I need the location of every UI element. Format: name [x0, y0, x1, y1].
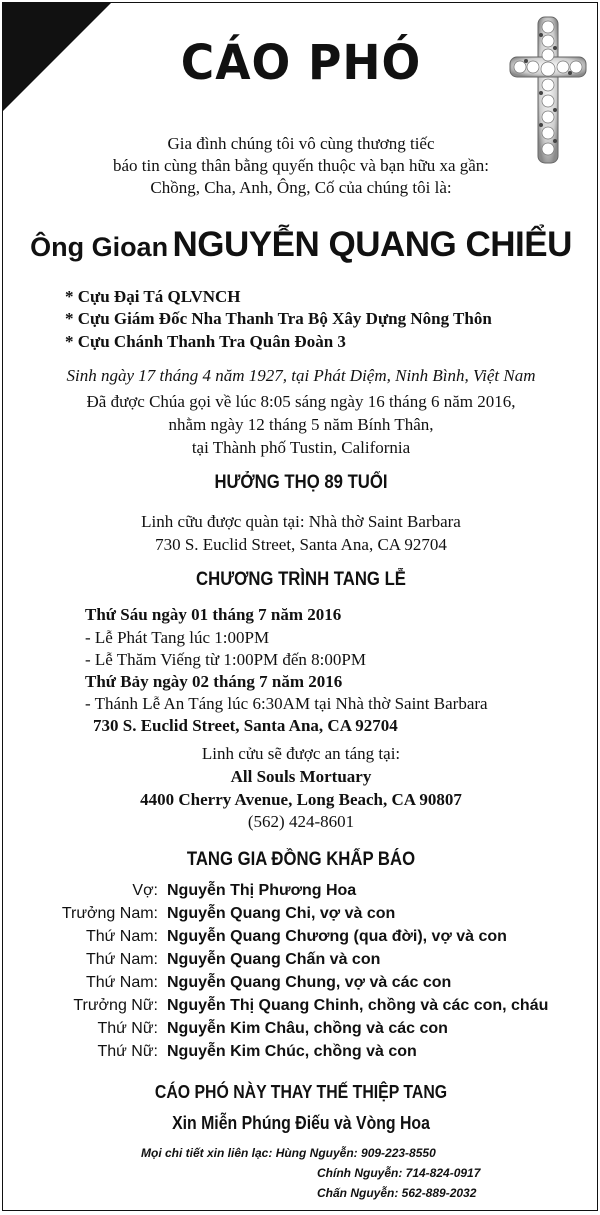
death-info: tại Thành phố Tustin, California [191, 438, 411, 457]
family-role: Thứ Nam: [85, 951, 158, 968]
birth-info: Sinh ngày 17 tháng 4 năm 1927, tại Phát Diệm, Ninh Bình, Việt Nam [66, 366, 536, 385]
contact-line: Mọi chi tiết xin liên lạc: Hùng Nguyễn: 909-223-8550 [141, 1146, 436, 1160]
family-role: Vợ: [132, 882, 158, 899]
contact-line: Chấn Nguyễn: 562-889-2032 [317, 1186, 477, 1200]
family-role: Trưởng Nữ: [73, 997, 158, 1014]
intro-line: Gia đình chúng tôi vô cùng thương tiếc [167, 134, 435, 153]
family-member-name: Nguyễn Thị Phương Hoa [167, 882, 357, 899]
burial-place: All Souls Mortuary [230, 767, 372, 786]
intro-line: Chồng, Cha, Anh, Ông, Cố của chúng tôi là: [150, 178, 452, 197]
replaces-card-notice: CÁO PHÓ NÀY THAY THẾ THIỆP TANG [154, 1082, 448, 1102]
burial-address: 4400 Cherry Avenue, Long Beach, CA 90807 [140, 790, 462, 809]
family-member-name: Nguyễn Quang Chi, vợ và con [167, 905, 396, 922]
family-role: Thứ Nữ: [97, 1043, 158, 1060]
program-item: - Lễ Phát Tang lúc 1:00PM [85, 628, 270, 647]
program-address: 730 S. Euclid Street, Santa Ana, CA 92704 [93, 716, 398, 735]
burial-intro: Linh cửu sẽ được an táng tại: [201, 744, 401, 763]
program-item: - Thánh Lễ An Táng lúc 6:30AM tại Nhà thờ Saint Barbara [85, 694, 488, 713]
page-title: CÁO PHÓ [180, 35, 422, 91]
program-day: Thứ Sáu ngày 01 tháng 7 năm 2016 [85, 605, 342, 624]
family-member-name: Nguyễn Kim Châu, chồng và các con [167, 1020, 448, 1037]
former-title: * Cựu Đại Tá QLVNCH [65, 287, 241, 306]
viewing-location: Linh cữu được quàn tại: Nhà thờ Saint Barbara [141, 512, 461, 531]
family-member-name: Nguyễn Thị Quang Chinh, chồng và các con, cháu [167, 997, 549, 1014]
program-item: - Lễ Thăm Viếng từ 1:00PM đến 8:00PM [85, 650, 366, 669]
obituary-notice [2, 2, 598, 1211]
program-heading: CHƯƠNG TRÌNH TANG LỄ [196, 569, 406, 590]
deceased-name: NGUYỄN QUANG CHIỂU [172, 225, 572, 264]
family-heading: TANG GIA ĐỒNG KHẤP BÁO [186, 849, 416, 870]
intro-line: báo tin cùng thân bằng quyến thuộc và bạn hữu xa gần: [112, 156, 490, 175]
family-role: Thứ Nam: [85, 928, 158, 945]
deceased-prefix: Ông Gioan [30, 232, 169, 262]
family-member-name: Nguyễn Kim Chúc, chồng và con [167, 1043, 417, 1060]
deceased-name-line [3, 225, 599, 265]
age-heading: HƯỞNG THỌ 89 TUỔI [214, 472, 388, 493]
family-member-name: Nguyễn Quang Chương (qua đời), vợ và con [167, 928, 507, 945]
family-member-name: Nguyễn Quang Chấn và con [167, 951, 381, 968]
burial-phone: (562) 424-8601 [247, 812, 355, 831]
former-title: * Cựu Chánh Thanh Tra Quân Đoàn 3 [65, 332, 346, 351]
family-role: Thứ Nam: [85, 974, 158, 991]
former-title: * Cựu Giám Đốc Nha Thanh Tra Bộ Xây Dựng Nông Thôn [65, 309, 492, 328]
viewing-address: 730 S. Euclid Street, Santa Ana, CA 92704 [155, 535, 447, 554]
family-member-name: Nguyễn Quang Chung, vợ và các con [167, 974, 452, 991]
family-role: Trưởng Nam: [61, 905, 158, 922]
program-day: Thứ Bảy ngày 02 tháng 7 năm 2016 [85, 672, 343, 691]
contact-line: Chính Nguyễn: 714-824-0917 [317, 1166, 481, 1180]
death-info: Đã được Chúa gọi về lúc 8:05 sáng ngày 16 tháng 6 năm 2016, [86, 392, 516, 411]
death-info: nhằm ngày 12 tháng 5 năm Bính Thân, [168, 415, 434, 434]
family-role: Thứ Nữ: [97, 1020, 158, 1037]
no-flowers-notice: Xin Miễn Phúng Điếu và Vòng Hoa [172, 1113, 430, 1133]
